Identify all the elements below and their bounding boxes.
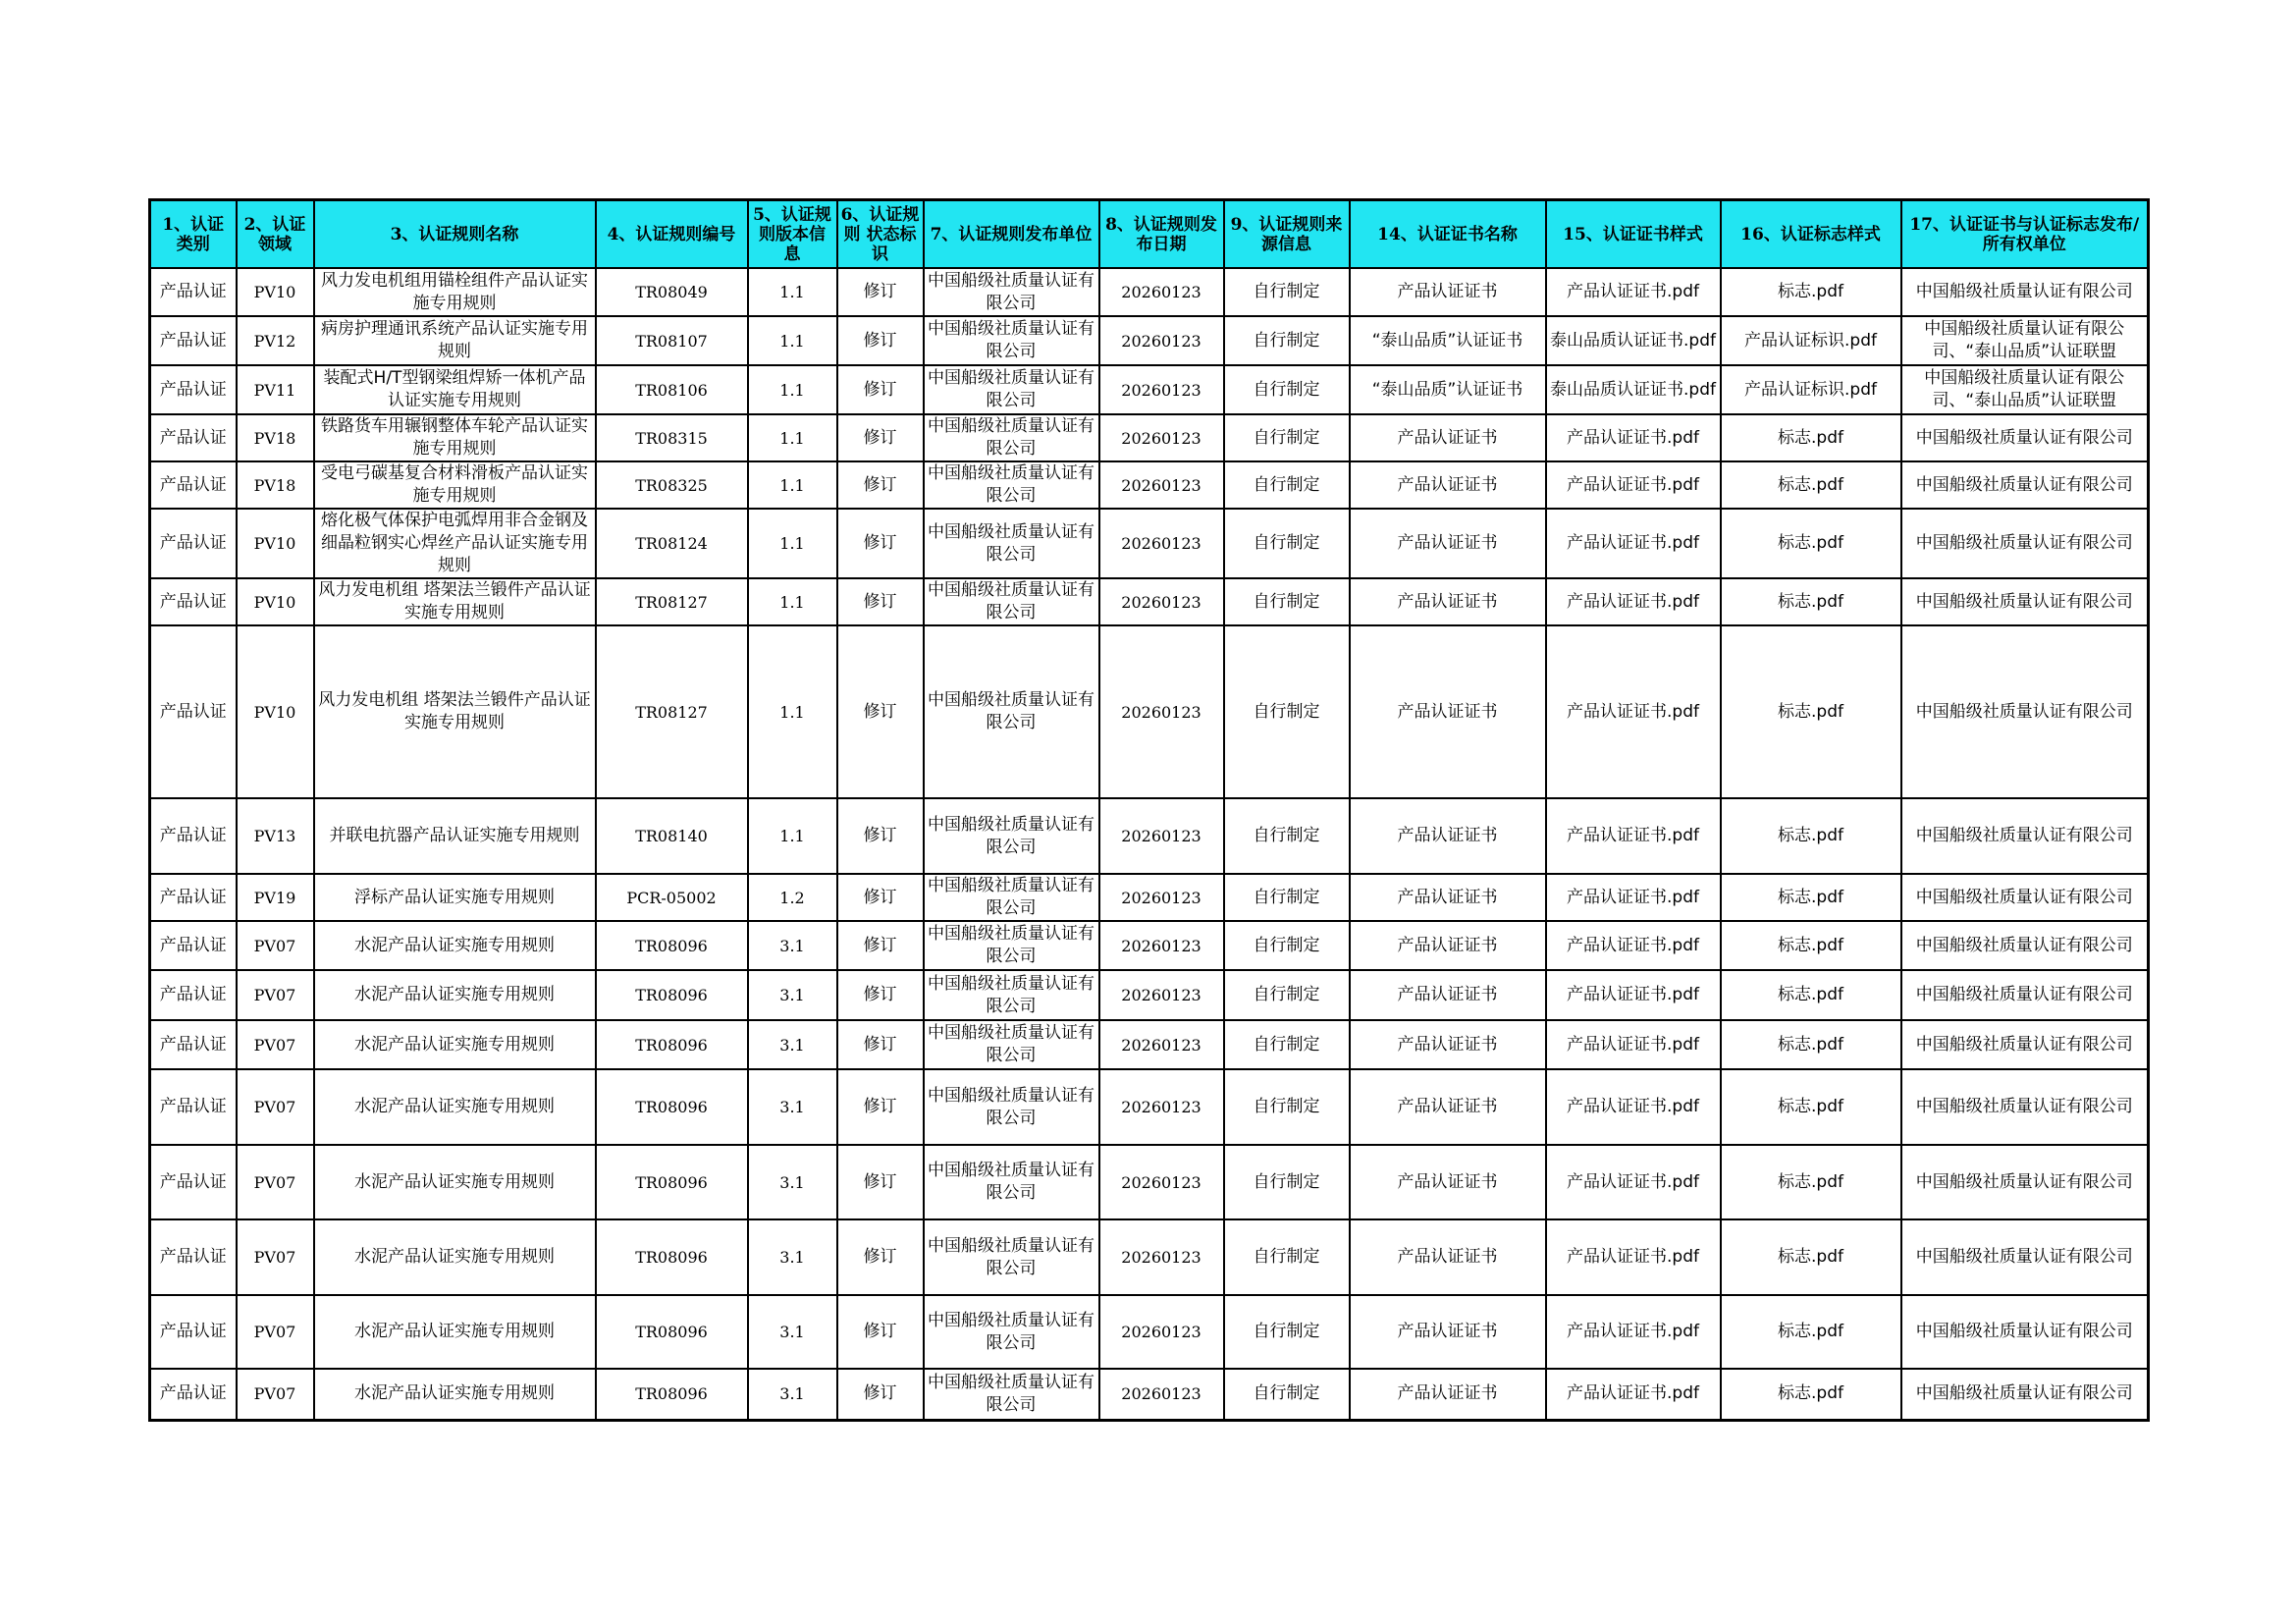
cell-status: 修订 xyxy=(837,1369,924,1420)
table-row xyxy=(150,414,2149,461)
cell-field: PV07 xyxy=(237,1020,314,1069)
cell-owner: 中国船级社质量认证有限公司 xyxy=(1901,1219,2149,1295)
cell-field: PV10 xyxy=(237,578,314,625)
cell-issuer: 中国船级社质量认证有限公司 xyxy=(924,461,1099,509)
table-row xyxy=(150,1369,2149,1420)
cell-field: PV07 xyxy=(237,1145,314,1219)
cell-mark-style: 标志.pdf xyxy=(1721,1020,1901,1069)
cell-source: 自行制定 xyxy=(1224,461,1350,509)
cell-certificate-style: 产品认证证书.pdf xyxy=(1546,1069,1721,1145)
cell-category: 产品认证 xyxy=(150,509,237,578)
cell-version: 1.1 xyxy=(748,316,837,365)
cell-category: 产品认证 xyxy=(150,798,237,874)
cell-owner: 中国船级社质量认证有限公司 xyxy=(1901,921,2149,970)
cell-issuer: 中国船级社质量认证有限公司 xyxy=(924,268,1099,316)
cell-rule-number: TR08140 xyxy=(596,798,748,874)
cell-version: 1.1 xyxy=(748,578,837,625)
cell-rule-number: TR08096 xyxy=(596,1020,748,1069)
cell-category: 产品认证 xyxy=(150,1295,237,1369)
cell-status: 修订 xyxy=(837,268,924,316)
cell-issue-date: 20260123 xyxy=(1099,316,1224,365)
cell-issue-date: 20260123 xyxy=(1099,414,1224,461)
table-row xyxy=(150,625,2149,798)
cell-owner: 中国船级社质量认证有限公司、“泰山品质”认证联盟 xyxy=(1901,316,2149,365)
cell-field: PV07 xyxy=(237,1069,314,1145)
cell-status: 修订 xyxy=(837,1219,924,1295)
col-header-field: 2、认证领域 xyxy=(237,200,314,269)
table-row xyxy=(150,874,2149,921)
cell-status: 修订 xyxy=(837,316,924,365)
cell-rule-number: TR08127 xyxy=(596,578,748,625)
col-header-owner: 17、认证证书与认证标志发布/所有权单位 xyxy=(1901,200,2149,269)
cell-owner: 中国船级社质量认证有限公司 xyxy=(1901,1369,2149,1420)
cell-certificate-style: 产品认证证书.pdf xyxy=(1546,970,1721,1020)
cell-certificate-name: 产品认证证书 xyxy=(1350,921,1546,970)
cell-source: 自行制定 xyxy=(1224,1295,1350,1369)
cell-issue-date: 20260123 xyxy=(1099,874,1224,921)
table-row xyxy=(150,1219,2149,1295)
cell-mark-style: 标志.pdf xyxy=(1721,874,1901,921)
cell-issue-date: 20260123 xyxy=(1099,1020,1224,1069)
cell-issue-date: 20260123 xyxy=(1099,1219,1224,1295)
cell-mark-style: 标志.pdf xyxy=(1721,509,1901,578)
cell-category: 产品认证 xyxy=(150,921,237,970)
header-row xyxy=(150,200,2149,269)
cell-field: PV10 xyxy=(237,625,314,798)
cell-source: 自行制定 xyxy=(1224,798,1350,874)
cell-certificate-style: 产品认证证书.pdf xyxy=(1546,414,1721,461)
cell-issuer: 中国船级社质量认证有限公司 xyxy=(924,921,1099,970)
cell-mark-style: 标志.pdf xyxy=(1721,798,1901,874)
cell-issuer: 中国船级社质量认证有限公司 xyxy=(924,316,1099,365)
cell-source: 自行制定 xyxy=(1224,1145,1350,1219)
cell-source: 自行制定 xyxy=(1224,316,1350,365)
cell-issue-date: 20260123 xyxy=(1099,921,1224,970)
col-header-issue-date: 8、认证规则发布日期 xyxy=(1099,200,1224,269)
table-row xyxy=(150,1145,2149,1219)
cell-owner: 中国船级社质量认证有限公司 xyxy=(1901,1295,2149,1369)
cell-field: PV13 xyxy=(237,798,314,874)
cell-owner: 中国船级社质量认证有限公司 xyxy=(1901,1020,2149,1069)
cell-rule-name: 浮标产品认证实施专用规则 xyxy=(314,874,596,921)
cell-issue-date: 20260123 xyxy=(1099,461,1224,509)
cell-rule-name: 风力发电机组 塔架法兰锻件产品认证实施专用规则 xyxy=(314,578,596,625)
cell-category: 产品认证 xyxy=(150,461,237,509)
cell-status: 修订 xyxy=(837,414,924,461)
cell-certificate-name: 产品认证证书 xyxy=(1350,461,1546,509)
cell-status: 修订 xyxy=(837,1069,924,1145)
cell-rule-name: 水泥产品认证实施专用规则 xyxy=(314,921,596,970)
cell-version: 1.1 xyxy=(748,365,837,414)
cell-mark-style: 产品认证标识.pdf xyxy=(1721,365,1901,414)
cell-issuer: 中国船级社质量认证有限公司 xyxy=(924,970,1099,1020)
cell-issuer: 中国船级社质量认证有限公司 xyxy=(924,1369,1099,1420)
table-body xyxy=(150,268,2149,1420)
cell-certificate-style: 产品认证证书.pdf xyxy=(1546,509,1721,578)
cell-version: 1.1 xyxy=(748,414,837,461)
col-header-status: 6、认证规则 状态标识 xyxy=(837,200,924,269)
cell-field: PV10 xyxy=(237,268,314,316)
cell-category: 产品认证 xyxy=(150,365,237,414)
cell-rule-name: 铁路货车用辗钢整体车轮产品认证实施专用规则 xyxy=(314,414,596,461)
cell-rule-number: TR08096 xyxy=(596,921,748,970)
cell-status: 修订 xyxy=(837,509,924,578)
cell-version: 3.1 xyxy=(748,970,837,1020)
table-row xyxy=(150,509,2149,578)
table-row xyxy=(150,798,2149,874)
cell-category: 产品认证 xyxy=(150,1020,237,1069)
cell-mark-style: 标志.pdf xyxy=(1721,1219,1901,1295)
cell-issue-date: 20260123 xyxy=(1099,970,1224,1020)
table-row xyxy=(150,1020,2149,1069)
cell-field: PV18 xyxy=(237,414,314,461)
cell-source: 自行制定 xyxy=(1224,970,1350,1020)
cell-certificate-name: 产品认证证书 xyxy=(1350,1145,1546,1219)
cell-issuer: 中国船级社质量认证有限公司 xyxy=(924,578,1099,625)
cell-certificate-name: 产品认证证书 xyxy=(1350,874,1546,921)
cell-certificate-name: “泰山品质”认证证书 xyxy=(1350,316,1546,365)
cell-status: 修订 xyxy=(837,798,924,874)
cell-category: 产品认证 xyxy=(150,970,237,1020)
cell-category: 产品认证 xyxy=(150,414,237,461)
cell-category: 产品认证 xyxy=(150,1369,237,1420)
cell-rule-name: 水泥产品认证实施专用规则 xyxy=(314,1219,596,1295)
cell-rule-number: TR08127 xyxy=(596,625,748,798)
cell-certificate-style: 产品认证证书.pdf xyxy=(1546,461,1721,509)
cell-certificate-name: “泰山品质”认证证书 xyxy=(1350,365,1546,414)
cell-rule-name: 水泥产品认证实施专用规则 xyxy=(314,1020,596,1069)
cell-owner: 中国船级社质量认证有限公司 xyxy=(1901,1069,2149,1145)
cell-issuer: 中国船级社质量认证有限公司 xyxy=(924,874,1099,921)
cell-rule-name: 病房护理通讯系统产品认证实施专用规则 xyxy=(314,316,596,365)
cell-version: 1.1 xyxy=(748,625,837,798)
cell-field: PV18 xyxy=(237,461,314,509)
cell-status: 修订 xyxy=(837,874,924,921)
cell-issuer: 中国船级社质量认证有限公司 xyxy=(924,365,1099,414)
cell-certificate-style: 产品认证证书.pdf xyxy=(1546,268,1721,316)
cell-mark-style: 标志.pdf xyxy=(1721,625,1901,798)
cell-issuer: 中国船级社质量认证有限公司 xyxy=(924,414,1099,461)
cell-rule-number: TR08096 xyxy=(596,1295,748,1369)
cell-issuer: 中国船级社质量认证有限公司 xyxy=(924,1145,1099,1219)
cell-certificate-name: 产品认证证书 xyxy=(1350,268,1546,316)
cell-mark-style: 标志.pdf xyxy=(1721,268,1901,316)
cell-rule-number: TR08096 xyxy=(596,970,748,1020)
cell-certificate-style: 产品认证证书.pdf xyxy=(1546,578,1721,625)
table-row xyxy=(150,316,2149,365)
cell-owner: 中国船级社质量认证有限公司 xyxy=(1901,625,2149,798)
cell-certificate-style: 产品认证证书.pdf xyxy=(1546,1295,1721,1369)
cell-certificate-style: 产品认证证书.pdf xyxy=(1546,798,1721,874)
cell-rule-number: PCR-05002 xyxy=(596,874,748,921)
cell-field: PV07 xyxy=(237,921,314,970)
cell-owner: 中国船级社质量认证有限公司 xyxy=(1901,461,2149,509)
table-row xyxy=(150,268,2149,316)
cell-issue-date: 20260123 xyxy=(1099,509,1224,578)
cell-owner: 中国船级社质量认证有限公司 xyxy=(1901,970,2149,1020)
cell-certificate-name: 产品认证证书 xyxy=(1350,1219,1546,1295)
cell-mark-style: 标志.pdf xyxy=(1721,921,1901,970)
cell-issuer: 中国船级社质量认证有限公司 xyxy=(924,625,1099,798)
cell-mark-style: 产品认证标识.pdf xyxy=(1721,316,1901,365)
cell-mark-style: 标志.pdf xyxy=(1721,414,1901,461)
cell-status: 修订 xyxy=(837,461,924,509)
cell-source: 自行制定 xyxy=(1224,625,1350,798)
table-row xyxy=(150,970,2149,1020)
cell-category: 产品认证 xyxy=(150,1145,237,1219)
col-header-certificate-name: 14、认证证书名称 xyxy=(1350,200,1546,269)
cell-mark-style: 标志.pdf xyxy=(1721,1369,1901,1420)
cell-source: 自行制定 xyxy=(1224,365,1350,414)
cell-field: PV10 xyxy=(237,509,314,578)
cell-source: 自行制定 xyxy=(1224,1219,1350,1295)
cell-issue-date: 20260123 xyxy=(1099,578,1224,625)
cell-certificate-name: 产品认证证书 xyxy=(1350,509,1546,578)
cell-version: 3.1 xyxy=(748,921,837,970)
table-header xyxy=(150,200,2149,269)
cell-version: 3.1 xyxy=(748,1369,837,1420)
cell-rule-name: 并联电抗器产品认证实施专用规则 xyxy=(314,798,596,874)
cell-rule-number: TR08325 xyxy=(596,461,748,509)
cell-certificate-name: 产品认证证书 xyxy=(1350,625,1546,798)
cell-issuer: 中国船级社质量认证有限公司 xyxy=(924,798,1099,874)
cell-certificate-style: 产品认证证书.pdf xyxy=(1546,1369,1721,1420)
cell-rule-name: 水泥产品认证实施专用规则 xyxy=(314,1295,596,1369)
cell-version: 1.1 xyxy=(748,509,837,578)
cell-rule-name: 风力发电机组 塔架法兰锻件产品认证实施专用规则 xyxy=(314,625,596,798)
cell-rule-name: 风力发电机组用锚栓组件产品认证实施专用规则 xyxy=(314,268,596,316)
cell-rule-number: TR08124 xyxy=(596,509,748,578)
cell-mark-style: 标志.pdf xyxy=(1721,970,1901,1020)
col-header-issuer: 7、认证规则发布单位 xyxy=(924,200,1099,269)
cell-field: PV19 xyxy=(237,874,314,921)
cell-mark-style: 标志.pdf xyxy=(1721,578,1901,625)
table-row xyxy=(150,365,2149,414)
cell-category: 产品认证 xyxy=(150,874,237,921)
cell-status: 修订 xyxy=(837,970,924,1020)
col-header-source: 9、认证规则来源信息 xyxy=(1224,200,1350,269)
cell-source: 自行制定 xyxy=(1224,268,1350,316)
cell-rule-number: TR08106 xyxy=(596,365,748,414)
col-header-category: 1、认证类别 xyxy=(150,200,237,269)
cell-certificate-name: 产品认证证书 xyxy=(1350,970,1546,1020)
cell-version: 3.1 xyxy=(748,1020,837,1069)
cell-source: 自行制定 xyxy=(1224,874,1350,921)
cell-rule-number: TR08096 xyxy=(596,1369,748,1420)
cell-issuer: 中国船级社质量认证有限公司 xyxy=(924,1219,1099,1295)
cell-rule-name: 受电弓碳基复合材料滑板产品认证实施专用规则 xyxy=(314,461,596,509)
cell-rule-name: 水泥产品认证实施专用规则 xyxy=(314,1369,596,1420)
cell-certificate-name: 产品认证证书 xyxy=(1350,1369,1546,1420)
cell-issue-date: 20260123 xyxy=(1099,625,1224,798)
cell-version: 1.1 xyxy=(748,461,837,509)
cell-version: 1.2 xyxy=(748,874,837,921)
cell-category: 产品认证 xyxy=(150,316,237,365)
cell-rule-name: 熔化极气体保护电弧焊用非合金钢及细晶粒钢实心焊丝产品认证实施专用规则 xyxy=(314,509,596,578)
cell-field: PV07 xyxy=(237,970,314,1020)
cell-mark-style: 标志.pdf xyxy=(1721,1295,1901,1369)
cell-status: 修订 xyxy=(837,625,924,798)
cell-certificate-name: 产品认证证书 xyxy=(1350,1295,1546,1369)
cell-version: 1.1 xyxy=(748,798,837,874)
cell-source: 自行制定 xyxy=(1224,578,1350,625)
cell-issue-date: 20260123 xyxy=(1099,1145,1224,1219)
col-header-rule-number: 4、认证规则编号 xyxy=(596,200,748,269)
cell-version: 3.1 xyxy=(748,1295,837,1369)
cell-category: 产品认证 xyxy=(150,1219,237,1295)
cell-category: 产品认证 xyxy=(150,625,237,798)
cell-owner: 中国船级社质量认证有限公司 xyxy=(1901,798,2149,874)
cell-issue-date: 20260123 xyxy=(1099,798,1224,874)
cell-rule-name: 装配式H/T型钢梁组焊矫一体机产品认证实施专用规则 xyxy=(314,365,596,414)
cell-rule-name: 水泥产品认证实施专用规则 xyxy=(314,1069,596,1145)
cell-rule-number: TR08096 xyxy=(596,1069,748,1145)
certification-rules-table xyxy=(148,198,2150,1422)
table-row xyxy=(150,461,2149,509)
cell-issue-date: 20260123 xyxy=(1099,1069,1224,1145)
col-header-certificate-style: 15、认证证书样式 xyxy=(1546,200,1721,269)
cell-certificate-style: 产品认证证书.pdf xyxy=(1546,625,1721,798)
cell-field: PV11 xyxy=(237,365,314,414)
cell-certificate-name: 产品认证证书 xyxy=(1350,414,1546,461)
cell-field: PV07 xyxy=(237,1369,314,1420)
cell-mark-style: 标志.pdf xyxy=(1721,1145,1901,1219)
cell-source: 自行制定 xyxy=(1224,414,1350,461)
cell-owner: 中国船级社质量认证有限公司、“泰山品质”认证联盟 xyxy=(1901,365,2149,414)
cell-field: PV07 xyxy=(237,1295,314,1369)
cell-status: 修订 xyxy=(837,1295,924,1369)
table-row xyxy=(150,1295,2149,1369)
table-row xyxy=(150,578,2149,625)
cell-owner: 中国船级社质量认证有限公司 xyxy=(1901,1145,2149,1219)
cell-field: PV07 xyxy=(237,1219,314,1295)
cell-category: 产品认证 xyxy=(150,578,237,625)
cell-certificate-style: 产品认证证书.pdf xyxy=(1546,1219,1721,1295)
cell-status: 修订 xyxy=(837,1145,924,1219)
cell-certificate-style: 泰山品质认证证书.pdf xyxy=(1546,365,1721,414)
cell-rule-number: TR08049 xyxy=(596,268,748,316)
cell-source: 自行制定 xyxy=(1224,1369,1350,1420)
cell-certificate-style: 产品认证证书.pdf xyxy=(1546,921,1721,970)
cell-issue-date: 20260123 xyxy=(1099,1369,1224,1420)
cell-certificate-style: 产品认证证书.pdf xyxy=(1546,1145,1721,1219)
cell-issuer: 中国船级社质量认证有限公司 xyxy=(924,509,1099,578)
cell-version: 3.1 xyxy=(748,1219,837,1295)
cell-status: 修订 xyxy=(837,365,924,414)
cell-mark-style: 标志.pdf xyxy=(1721,1069,1901,1145)
cell-rule-number: TR08315 xyxy=(596,414,748,461)
col-header-version: 5、认证规则版本信息 xyxy=(748,200,837,269)
cell-mark-style: 标志.pdf xyxy=(1721,461,1901,509)
cell-issue-date: 20260123 xyxy=(1099,268,1224,316)
cell-source: 自行制定 xyxy=(1224,1069,1350,1145)
cell-issue-date: 20260123 xyxy=(1099,365,1224,414)
cell-certificate-style: 泰山品质认证证书.pdf xyxy=(1546,316,1721,365)
cell-rule-number: TR08096 xyxy=(596,1145,748,1219)
cell-certificate-name: 产品认证证书 xyxy=(1350,1069,1546,1145)
cell-status: 修订 xyxy=(837,1020,924,1069)
cell-certificate-name: 产品认证证书 xyxy=(1350,578,1546,625)
cell-owner: 中国船级社质量认证有限公司 xyxy=(1901,509,2149,578)
cell-status: 修订 xyxy=(837,578,924,625)
cell-issue-date: 20260123 xyxy=(1099,1295,1224,1369)
cell-category: 产品认证 xyxy=(150,268,237,316)
cell-rule-number: TR08107 xyxy=(596,316,748,365)
table-row xyxy=(150,1069,2149,1145)
cell-owner: 中国船级社质量认证有限公司 xyxy=(1901,578,2149,625)
cell-owner: 中国船级社质量认证有限公司 xyxy=(1901,268,2149,316)
cell-issuer: 中国船级社质量认证有限公司 xyxy=(924,1295,1099,1369)
col-header-rule-name: 3、认证规则名称 xyxy=(314,200,596,269)
cell-version: 3.1 xyxy=(748,1145,837,1219)
cell-source: 自行制定 xyxy=(1224,921,1350,970)
table-row xyxy=(150,921,2149,970)
cell-owner: 中国船级社质量认证有限公司 xyxy=(1901,874,2149,921)
cell-version: 1.1 xyxy=(748,268,837,316)
cell-owner: 中国船级社质量认证有限公司 xyxy=(1901,414,2149,461)
cell-rule-name: 水泥产品认证实施专用规则 xyxy=(314,1145,596,1219)
cell-issuer: 中国船级社质量认证有限公司 xyxy=(924,1020,1099,1069)
cell-issuer: 中国船级社质量认证有限公司 xyxy=(924,1069,1099,1145)
cell-source: 自行制定 xyxy=(1224,509,1350,578)
col-header-mark-style: 16、认证标志样式 xyxy=(1721,200,1901,269)
cell-certificate-style: 产品认证证书.pdf xyxy=(1546,1020,1721,1069)
cell-certificate-style: 产品认证证书.pdf xyxy=(1546,874,1721,921)
cell-status: 修订 xyxy=(837,921,924,970)
cell-version: 3.1 xyxy=(748,1069,837,1145)
cell-certificate-name: 产品认证证书 xyxy=(1350,1020,1546,1069)
cell-rule-name: 水泥产品认证实施专用规则 xyxy=(314,970,596,1020)
cell-certificate-name: 产品认证证书 xyxy=(1350,798,1546,874)
cell-category: 产品认证 xyxy=(150,1069,237,1145)
cell-rule-number: TR08096 xyxy=(596,1219,748,1295)
cell-source: 自行制定 xyxy=(1224,1020,1350,1069)
cell-field: PV12 xyxy=(237,316,314,365)
